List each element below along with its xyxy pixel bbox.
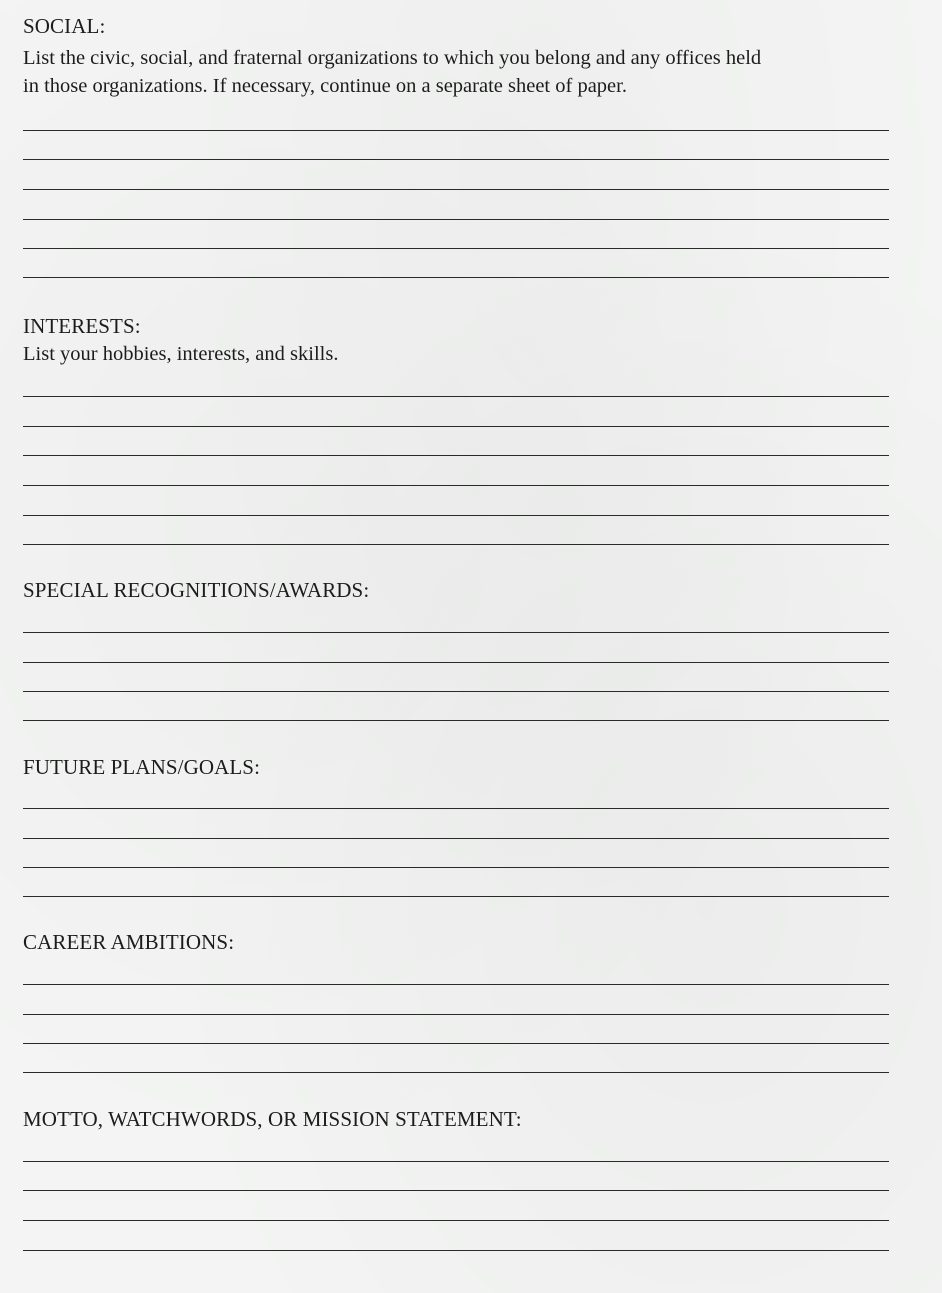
- answer-line[interactable]: [23, 838, 889, 839]
- interests-instructions: List your hobbies, interests, and skills.: [23, 343, 339, 365]
- social-instructions: [23, 44, 889, 100]
- recognitions-section: [23, 578, 889, 602]
- answer-line[interactable]: [23, 544, 889, 545]
- answer-line[interactable]: [23, 1190, 889, 1191]
- career-section: [23, 930, 889, 954]
- answer-line[interactable]: [23, 159, 889, 160]
- interests-section: [23, 314, 889, 368]
- career-heading: CAREER AMBITIONS:: [23, 930, 235, 954]
- answer-line[interactable]: [23, 1220, 889, 1221]
- answer-line[interactable]: [23, 1250, 889, 1251]
- motto-section: [23, 1107, 889, 1131]
- answer-line[interactable]: [23, 720, 889, 721]
- answer-line[interactable]: [23, 219, 889, 220]
- answer-line[interactable]: [23, 984, 889, 985]
- social-heading: SOCIAL:: [23, 14, 106, 38]
- answer-line[interactable]: [23, 277, 889, 278]
- answer-line[interactable]: [23, 396, 889, 397]
- motto-heading: MOTTO, WATCHWORDS, OR MISSION STATEMENT:: [23, 1107, 522, 1131]
- answer-line[interactable]: [23, 632, 889, 633]
- interests-heading: INTERESTS:: [23, 314, 141, 338]
- answer-line[interactable]: [23, 248, 889, 249]
- answer-line[interactable]: [23, 515, 889, 516]
- answer-line[interactable]: [23, 189, 889, 190]
- answer-line[interactable]: [23, 691, 889, 692]
- social-instructions-line-2: in those organizations. If necessary, continue on a separate sheet of paper.: [23, 75, 627, 97]
- answer-line[interactable]: [23, 426, 889, 427]
- answer-line[interactable]: [23, 867, 889, 868]
- answer-line[interactable]: [23, 1043, 889, 1044]
- answer-line[interactable]: [23, 485, 889, 486]
- recognitions-heading: SPECIAL RECOGNITIONS/AWARDS:: [23, 578, 370, 602]
- social-section: [23, 14, 889, 100]
- answer-line[interactable]: [23, 1014, 889, 1015]
- social-instructions-line-1: List the civic, social, and fraternal organizations to which you belong and any offices held: [23, 47, 762, 69]
- answer-line[interactable]: [23, 808, 889, 809]
- answer-line[interactable]: [23, 1161, 889, 1162]
- future-section: [23, 755, 889, 779]
- future-heading: FUTURE PLANS/GOALS:: [23, 755, 261, 779]
- answer-line[interactable]: [23, 130, 889, 131]
- answer-line[interactable]: [23, 896, 889, 897]
- answer-line[interactable]: [23, 662, 889, 663]
- answer-line[interactable]: [23, 1072, 889, 1073]
- answer-line[interactable]: [23, 455, 889, 456]
